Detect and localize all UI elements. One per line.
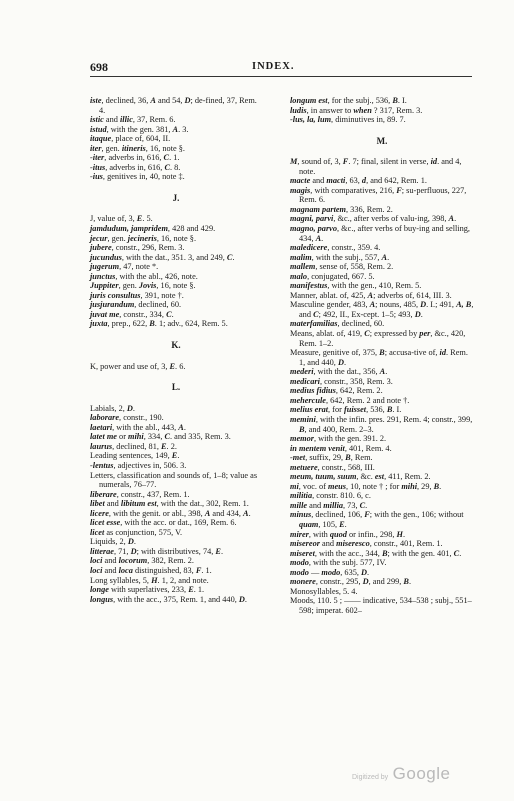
index-entry: magni, parvi, &c., after verbs of valu-ing, 398, A. bbox=[290, 214, 457, 224]
index-entry: memor, with the gen. 391. 2. bbox=[290, 434, 387, 444]
index-entry: juvat me, constr., 334, C. bbox=[90, 309, 174, 319]
watermark-brand: Google bbox=[392, 764, 451, 783]
index-entry: Manner, ablat. of, 425, A; adverbs of, 614, III. 3. bbox=[290, 290, 452, 300]
index-entry: magno, parvo, &c., after verbs of buy-ing and selling, 434, A. bbox=[290, 224, 470, 243]
index-entry: -lentus, adjectives in, 506. 3. bbox=[90, 460, 187, 470]
index-entry: maledicere, constr., 359. 4. bbox=[290, 243, 381, 253]
index-entry: M, sound of, 3, F. 7; final, silent in verse, id. and 4, note. bbox=[290, 157, 462, 176]
index-entry: jusjurandum, declined, 60. bbox=[90, 300, 182, 310]
index-entry: jugerum, 47, note *. bbox=[90, 262, 159, 272]
index-entry: melius erat, for fuisset, 536, B. I. bbox=[290, 405, 402, 415]
index-entry: -met, suffix, 29, B, Rem. bbox=[290, 453, 373, 463]
index-entry: modo — modo, 635, D. bbox=[290, 567, 370, 577]
index-entry: latet me or mihi, 334, C. and 335, Rem. 3. bbox=[90, 432, 231, 442]
index-column-right bbox=[290, 96, 474, 615]
index-entry: mille and millia, 73, C. bbox=[290, 500, 368, 510]
index-entry: modo, with the subj. 577, IV. bbox=[290, 558, 387, 568]
index-entry: Letters, classification and sounds of, 1–8; value as numerals, 76–77. bbox=[90, 470, 258, 490]
letter-heading: L. bbox=[171, 382, 181, 393]
index-entry: militia, constr. 810. 6, c. bbox=[290, 491, 371, 501]
index-entry: magnam partem, 336, Rem. 2. bbox=[290, 204, 393, 214]
index-entry: minus, declined, 106, F; with the gen., 106; without quam, 105, E. bbox=[290, 510, 464, 529]
index-entry: meum, tuum, suum, &c. est, 411, Rem. 2. bbox=[290, 472, 431, 482]
index-entry: laurus, declined, 81, E. 2. bbox=[90, 441, 177, 451]
index-entry: macte and macti, 63, d, and 642, Rem. 1. bbox=[290, 176, 427, 186]
index-entry: Monosyllables, 5. 4. bbox=[290, 586, 358, 596]
index-entry: materfamilias, declined, 60. bbox=[290, 319, 385, 329]
index-entry: itaque, place of, 604, II. bbox=[90, 134, 171, 144]
index-entry: licet as conjunction, 575, V. bbox=[90, 527, 183, 537]
index-entry: -iter, adverbs in, 616, C. 1. bbox=[90, 153, 180, 163]
index-entry: longus, with the acc., 375, Rem. 1, and 440, D. bbox=[90, 594, 247, 604]
index-column-left bbox=[90, 96, 262, 604]
index-entry: misereor and miseresco, constr., 401, Rem. 1. bbox=[290, 539, 443, 549]
index-entry: Leading sentences, 149, E. bbox=[90, 451, 180, 461]
index-entry: mederi, with the dat., 356, A. bbox=[290, 367, 388, 377]
index-entry: ludis, in answer to when ? 317, Rem. 3. bbox=[290, 105, 423, 115]
index-entry: K, power and use of, 3, E. 6. bbox=[90, 361, 186, 371]
index-entry: laborare, constr., 190. bbox=[90, 413, 164, 423]
index-entry: libet and libitum est, with the dat., 302, Rem. 1. bbox=[90, 499, 249, 509]
index-entry: monere, constr., 295, D, and 299, B. bbox=[290, 577, 412, 587]
index-entry: licere, with the genit. or abl., 398, A and 434, A. bbox=[90, 508, 251, 518]
index-entry: metuere, constr., 568, III. bbox=[290, 462, 375, 472]
index-entry: Moods, 110. 5 ; —— indicative, 534–538 ; subj., 551–598; imperat. 602– bbox=[290, 596, 472, 615]
index-entry: in mentem venit, 401, Rem. 4. bbox=[290, 443, 392, 453]
index-entry: memini, with the infin. pres. 291, Rem. 4; constr., 399, B, and 400, Rem. 2–3. bbox=[290, 414, 473, 434]
index-entry: Means, ablat. of, 419, C; expressed by per, &c., 420, Rem. 1–2. bbox=[290, 329, 466, 348]
page-number: 698 bbox=[90, 60, 108, 74]
index-entry: manifestus, with the gen., 410, Rem. 5. bbox=[290, 281, 422, 291]
index-entry: istud, with the gen. 381, A. 3. bbox=[90, 124, 189, 134]
index-entry: medicari, constr., 358, Rem. 3. bbox=[290, 376, 393, 386]
index-entry: mi, voc. of meus, 10, note † ; for mihi, 29, B. bbox=[290, 481, 442, 491]
index-entry: jamdudum, jampridem, 428 and 429. bbox=[90, 224, 216, 234]
index-entry: longe with superlatives, 233, E. 1. bbox=[90, 585, 205, 595]
index-entry: -itus, adverbs in, 616, C. 8. bbox=[90, 162, 181, 172]
index-entry: jucundus, with the dat., 351. 3, and 249, C. bbox=[90, 252, 235, 262]
index-entry: junctus, with the abl., 426, note. bbox=[90, 271, 198, 281]
index-entry: magis, with comparatives, 216, F; su-perfluous, 227, Rem. 6. bbox=[290, 185, 467, 205]
index-entry: jecur, gen. jecineris, 16, note §. bbox=[90, 233, 197, 243]
watermark-prefix: Digitized by bbox=[352, 774, 389, 781]
index-entry: laetari, with the abl., 443, A. bbox=[90, 422, 186, 432]
index-entry: liberare, constr., 437, Rem. 1. bbox=[90, 489, 190, 499]
index-entry: jubere, constr., 296, Rem. 3. bbox=[90, 243, 185, 253]
index-entry: Long syllables, 5, H. 1, 2, and note. bbox=[90, 575, 209, 585]
index-entry: medius fidius, 642, Rem. 2. bbox=[290, 386, 383, 396]
index-entry: licet esse, with the acc. or dat., 169, Rem. 6. bbox=[90, 518, 237, 528]
index-entry: loci and locorum, 382, Rem. 2. bbox=[90, 556, 194, 566]
index-entry: -lus, la, lum, diminutives in, 89. 7. bbox=[290, 115, 406, 125]
letter-heading: J. bbox=[172, 192, 180, 203]
index-entry: malim, with the subj., 557, A. bbox=[290, 252, 390, 262]
index-entry: longum est, for the subj., 536, B. I. bbox=[290, 96, 407, 105]
index-entry: miseret, with the acc., 344, B; with the gen. 401, C. bbox=[290, 548, 462, 558]
index-entry: Labials, 2, D. bbox=[90, 403, 135, 413]
index-entry: Juppiter, gen. Jovis, 16, note §. bbox=[90, 281, 196, 291]
index-entry: mirer, with quod or infin., 298, H. bbox=[290, 529, 406, 539]
index-entry: istic and illic, 37, Rem. 6. bbox=[90, 115, 176, 125]
index-entry: iste, declined, 36, A and 54, D; de-fined, 37, Rem. 4. bbox=[90, 96, 257, 115]
index-entry: Masculine gender, 483, A; nouns, 485, D. I.; 491, A, B, and C; 492, II., Ex-cept. 1–5; 493, D. bbox=[290, 300, 474, 319]
header-rule bbox=[90, 76, 472, 77]
index-entry: mallem, sense of, 558, Rem. 2. bbox=[290, 262, 394, 272]
letter-heading: K. bbox=[171, 340, 181, 351]
index-entry: Measure, genitive of, 375, B; accusa-tive of, id. Rem. 1, and 440, D. bbox=[290, 348, 468, 367]
index-entry: litterae, 71, D; with distributives, 74, E. bbox=[90, 546, 224, 556]
index-entry: mehercule, 642, Rem. 2 and note †. bbox=[290, 395, 410, 405]
page-title: INDEX. bbox=[252, 61, 295, 72]
index-entry: juxta, prep., 622, B. 1; adv., 624, Rem. 5. bbox=[90, 319, 228, 329]
google-watermark bbox=[352, 764, 450, 784]
index-entry: iter, gen. itineris, 16, note §. bbox=[90, 143, 185, 153]
index-entry: malo, conjugated, 667. 5. bbox=[290, 271, 375, 281]
letter-heading: M. bbox=[376, 135, 388, 146]
index-entry: juris consultus, 391, note †. bbox=[90, 290, 184, 300]
index-entry: loci and loca distinguished, 83, F. 1. bbox=[90, 565, 212, 575]
index-entry: Liquids, 2, D. bbox=[90, 537, 136, 547]
index-entry: J, value of, 3, E. 5. bbox=[90, 214, 153, 224]
index-entry: -ius, genitives in, 40, note ‡. bbox=[90, 172, 185, 182]
